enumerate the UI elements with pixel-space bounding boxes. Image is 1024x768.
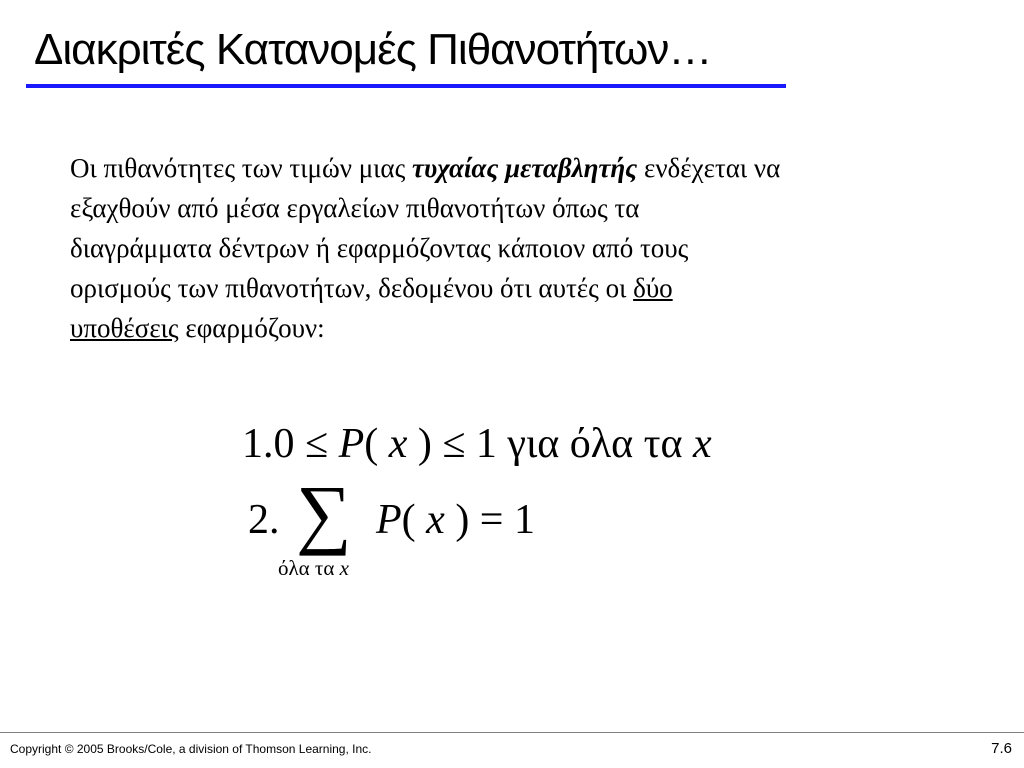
body-line-1 <box>70 148 990 188</box>
underlined-term: δύο <box>633 273 673 303</box>
formula-text: ( <box>401 497 427 543</box>
slide-title: Διακριτές Κατανομές Πιθανοτήτων… <box>34 25 712 74</box>
formula-text: ) ≤ 1 για όλα τα <box>407 421 694 467</box>
formula-text: ) = 1 <box>444 497 535 543</box>
body-line-5 <box>70 308 990 348</box>
body-text-segment: ορισμούς των πιθανοτήτων, δεδομένου ότι αυτές οι <box>70 273 634 303</box>
copyright-notice: Copyright © 2005 Brooks/Cole, a division of Thomson Learning, Inc. <box>10 742 372 756</box>
summation-subscript <box>278 556 349 581</box>
formula-text: 1.0 ≤ <box>242 421 339 467</box>
formula-variable: P <box>376 497 402 543</box>
title-underline <box>26 84 786 88</box>
footer-divider <box>0 732 1024 733</box>
formula-variable: x <box>339 556 349 580</box>
body-paragraph <box>70 148 990 348</box>
formula-variable: x <box>693 421 712 467</box>
body-line-4 <box>70 268 990 308</box>
emphasized-term: τυχαίας μεταβλητής <box>412 153 638 183</box>
body-text-segment: Οι πιθανότητες των τιμών μιας <box>70 153 413 183</box>
formula-text: όλα τα <box>278 556 340 580</box>
body-text-segment: εφαρμόζουν: <box>178 313 325 343</box>
formula-variable: x <box>426 497 445 543</box>
formula-variable: P <box>338 421 365 467</box>
formula-2 <box>376 496 535 544</box>
body-line-3: διαγράμματα δέντρων ή εφαρμόζοντας κάποιον από τους <box>70 233 689 263</box>
formula-text: ( <box>364 421 389 467</box>
slide-number: 7.6 <box>991 740 1012 757</box>
body-line-2: εξαχθούν από μέσα εργαλείων πιθανοτήτων όπως τα <box>70 193 640 223</box>
formula-1 <box>242 420 712 468</box>
body-text-segment: ενδέχεται να <box>637 153 781 183</box>
summation-symbol: ∑ <box>296 469 352 556</box>
formula-2-number: 2. <box>248 497 280 543</box>
formula-variable: x <box>388 421 408 467</box>
underlined-term: υποθέσεις <box>70 313 179 343</box>
